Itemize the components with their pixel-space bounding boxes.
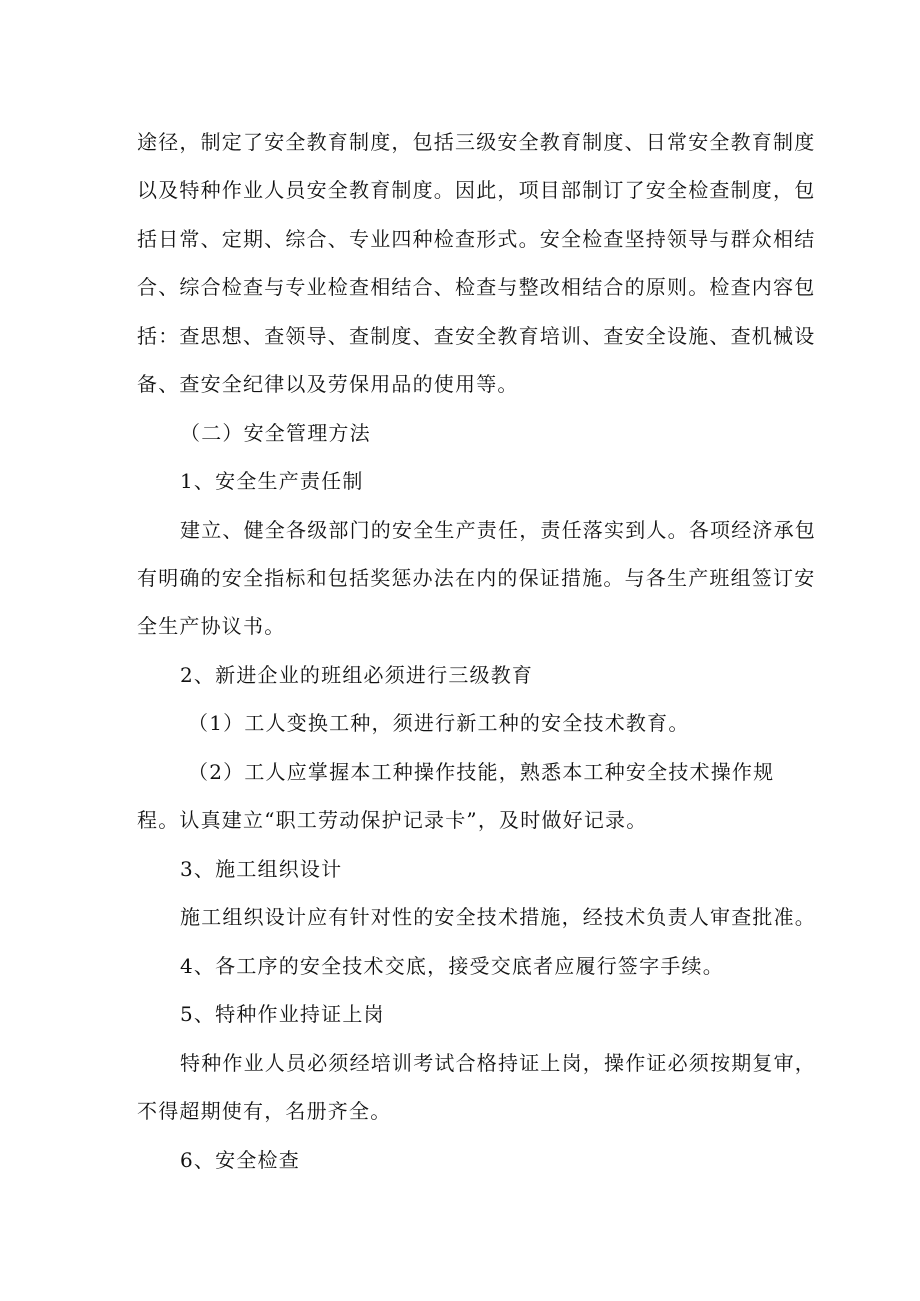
item-heading-2: 2、新进企业的班组必须进行三级教育 <box>180 663 534 687</box>
item-heading-4: 4、各工序的安全技术交底，接受交底者应履行签字手续。 <box>180 954 724 978</box>
item-heading-3: 3、施工组织设计 <box>180 857 343 881</box>
item-heading-6: 6、安全检查 <box>180 1148 300 1172</box>
paragraph-line: 括日常、定期、综合、专业四种检查形式。安全检查坚持领导与群众相结 <box>137 227 816 251</box>
paragraph-line: 以及特种作业人员安全教育制度。因此，项目部制订了安全检查制度，包 <box>137 178 816 202</box>
item-heading-5: 5、特种作业持证上岗 <box>180 1002 385 1026</box>
paragraph-line: 不得超期使有，名册齐全。 <box>137 1099 392 1123</box>
paragraph-line: 合、综合检查与专业检查相结合、检查与整改相结合的原则。检查内容包 <box>137 275 816 299</box>
paragraph-line: 有明确的安全指标和包括奖惩办法在内的保证措施。与各生产班组签订安 <box>137 566 816 590</box>
paragraph-line: 括：查思想、查领导、查制度、查安全教育培训、查安全设施、查机械设 <box>137 324 816 348</box>
paragraph-line: 途径，制定了安全教育制度，包括三级安全教育制度、日常安全教育制度 <box>137 130 816 154</box>
item-heading-1: 1、安全生产责任制 <box>180 469 364 493</box>
sub-item-2: （2）工人应掌握本工种操作技能，熟悉本工种安全技术操作规 <box>188 760 775 784</box>
paragraph-line: 程。认真建立“职工劳动保护记录卡”，及时做好记录。 <box>137 808 648 832</box>
paragraph-line: 全生产协议书。 <box>137 614 286 638</box>
paragraph-line: 特种作业人员必须经培训考试合格持证上岗，操作证必须按期复审， <box>180 1051 816 1075</box>
sub-item-1: （1）工人变换工种，须进行新工种的安全技术教育。 <box>188 711 690 735</box>
paragraph-line: 备、查安全纪律以及劳保用品的使用等。 <box>137 372 519 396</box>
paragraph-line: 建立、健全各级部门的安全生产责任，责任落实到人。各项经济承包 <box>180 518 816 542</box>
section-heading: （二）安全管理方法 <box>180 421 371 445</box>
paragraph-line: 施工组织设计应有针对性的安全技术措施，经技术负责人审查批准。 <box>180 905 816 929</box>
